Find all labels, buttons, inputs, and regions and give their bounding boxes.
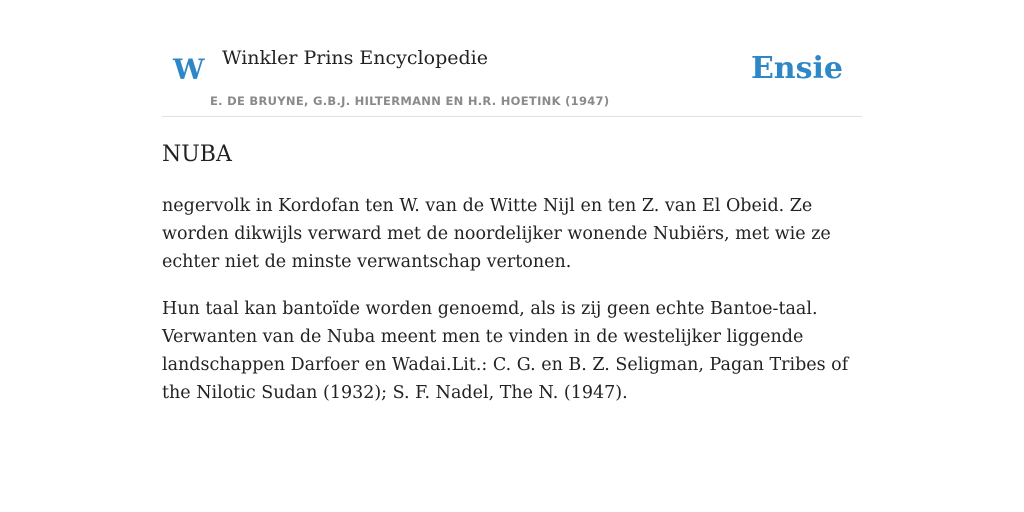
- encyclopedia-title[interactable]: Winkler Prins Encyclopedie: [222, 47, 488, 69]
- entry-paragraph: Hun taal kan bantoïde worden genoemd, als is zij geen echte Bantoe-taal. Verwanten van de Nuba meent men te vinden in de westelijker liggende landschappen Darfoer en Wadai.Lit.: C. G. en B. Z. Seligman, Pagan Tribes of the Nilotic Sudan (1932); S. F. Nadel, The N. (1947).: [162, 299, 849, 403]
- entry-paragraph: negervolk in Kordofan ten W. van de Witte Nijl en ten Z. van El Obeid. Ze worden dikwijls verward met de noordelijker wonende Nubiërs, met wie ze echter niet de minste verwantschap vertonen.: [162, 196, 831, 272]
- encyclopedia-authors: E. DE BRUYNE, G.B.J. HILTERMANN EN H.R. HOETINK (1947): [210, 94, 610, 108]
- winkler-prins-logo[interactable]: W: [173, 53, 205, 86]
- entry-body: [162, 192, 862, 426]
- ensie-logo[interactable]: Ensie: [750, 51, 843, 86]
- entry-title: NUBA: [162, 142, 232, 167]
- encyclopedia-header: [162, 0, 862, 117]
